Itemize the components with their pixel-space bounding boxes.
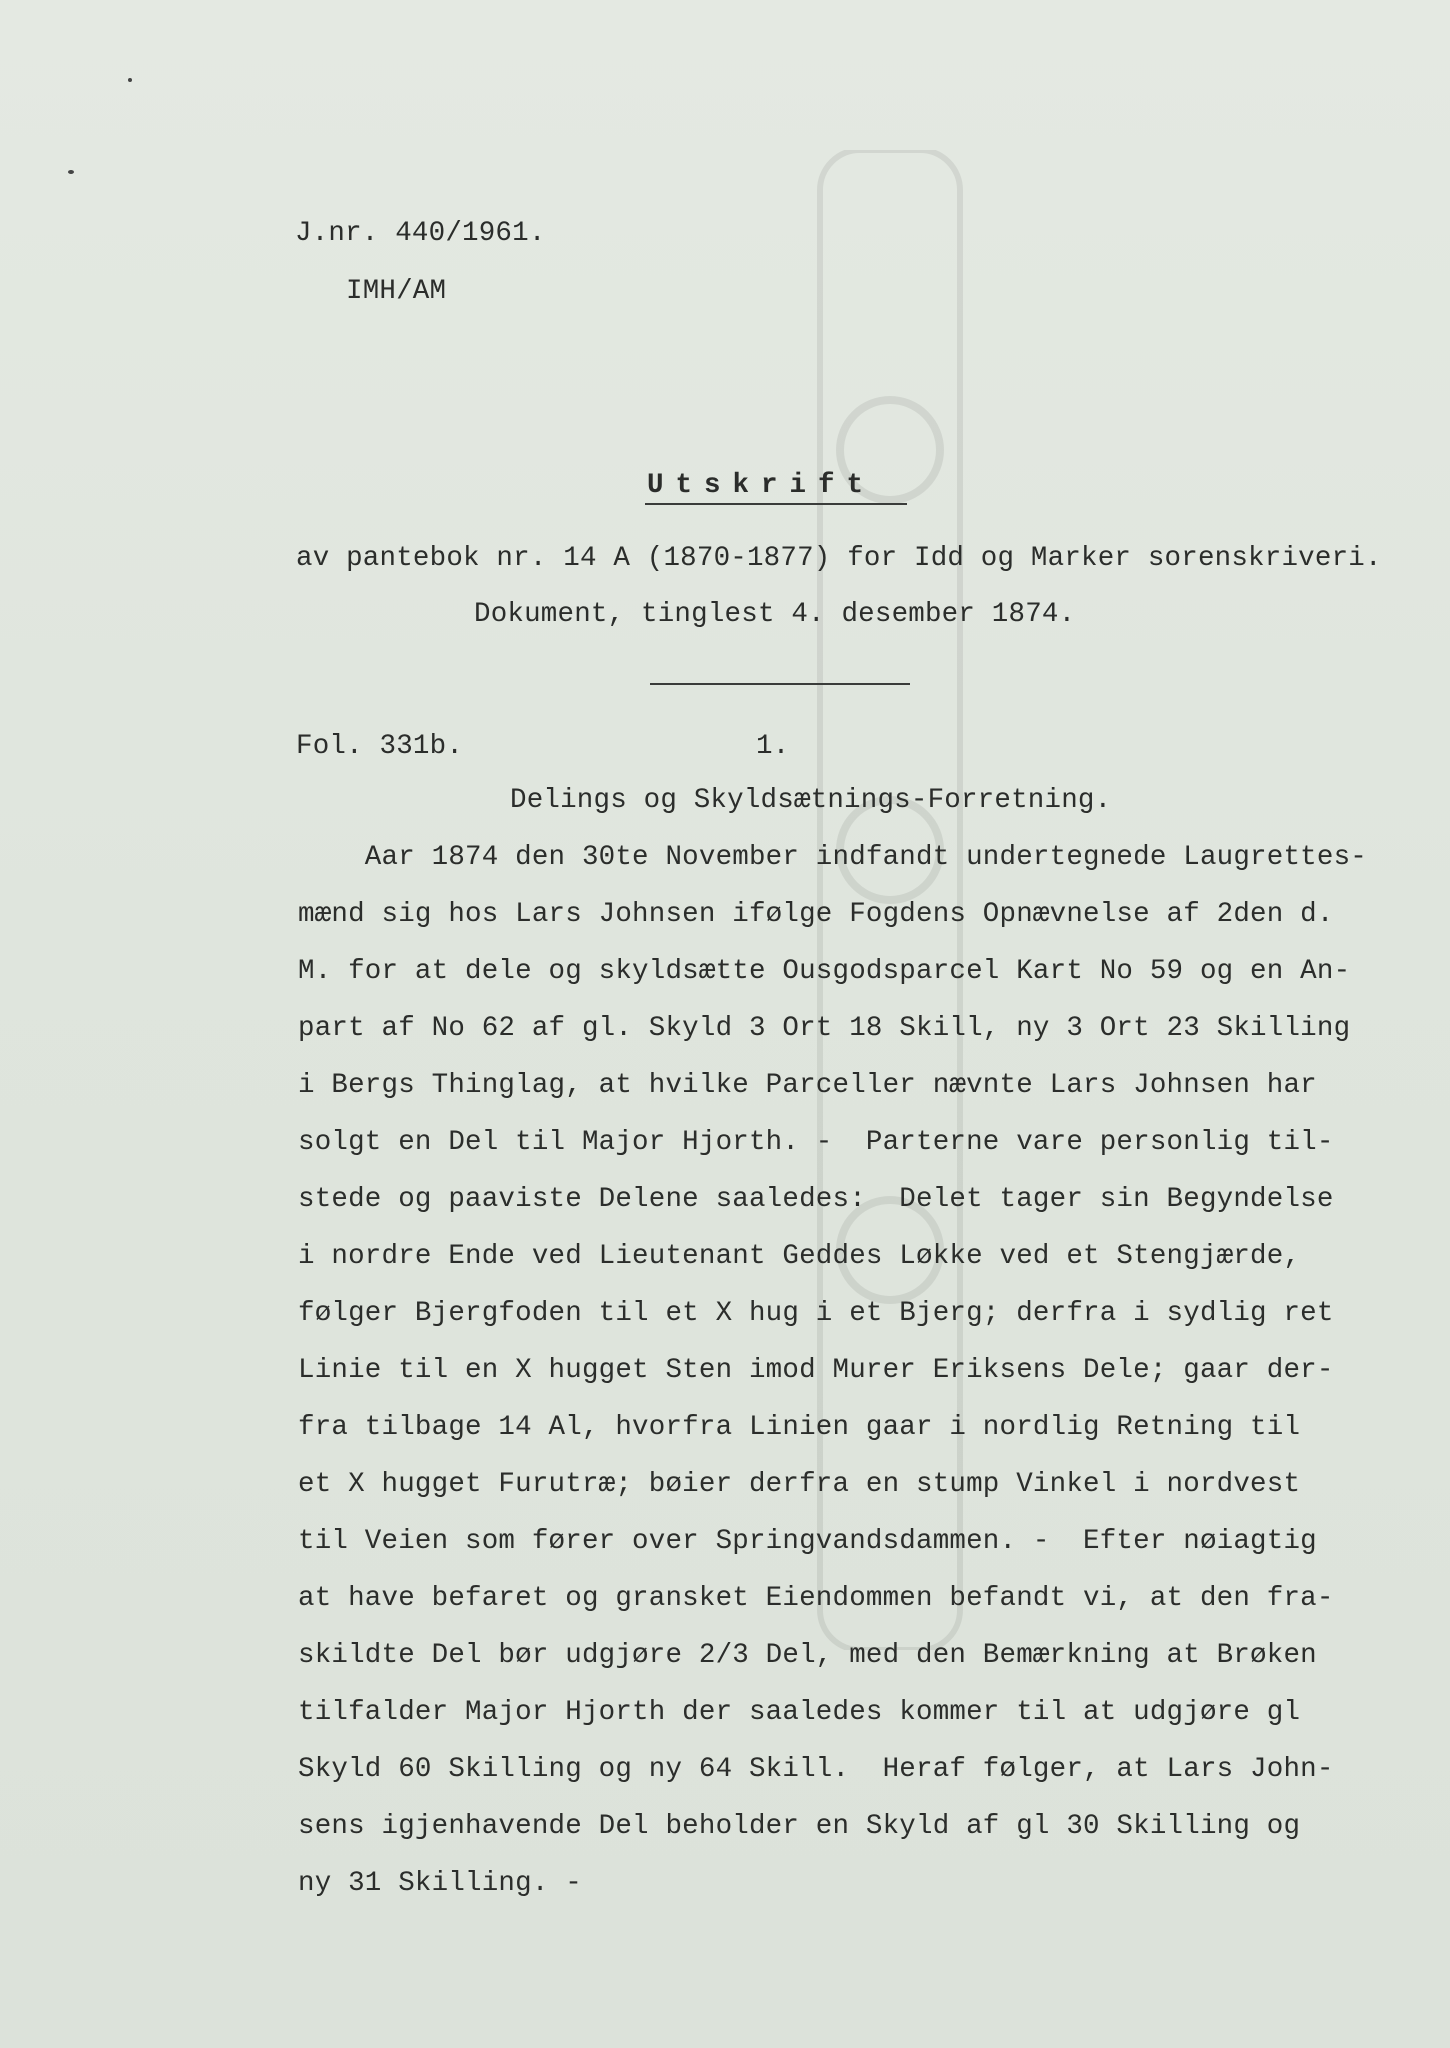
body-line: Skyld 60 Skilling og ny 64 Skill. Heraf følger, at Lars John- — [298, 1754, 1334, 1785]
body-line: skildte Del bør udgjøre 2/3 Del, med den Bemærkning at Brøken — [298, 1640, 1317, 1671]
subtitle-line-2: Dokument, tinglest 4. desember 1874. — [474, 599, 1076, 630]
title-underline — [645, 503, 907, 505]
body-line: Aar 1874 den 30te November indfandt undertegnede Laugrettes- — [298, 842, 1367, 873]
folio-reference: Fol. 331b. — [296, 731, 464, 762]
body-line: M. for at dele og skyldsætte Ousgodsparcel Kart No 59 og en An- — [298, 956, 1351, 987]
clerk-initials: IMH/AM — [346, 276, 447, 307]
body-line: part af No 62 af gl. Skyld 3 Ort 18 Skill, ny 3 Ort 23 Skilling — [298, 1013, 1351, 1044]
body-line: til Veien som fører over Springvandsdammen. - Efter nøiagtig — [298, 1526, 1317, 1557]
body-line: sens igjenhavende Del beholder en Skyld af gl 30 Skilling og — [298, 1811, 1301, 1842]
separator-rule — [650, 683, 910, 685]
paper-speck — [68, 170, 74, 174]
subtitle-line-1: av pantebok nr. 14 A (1870-1877) for Idd og Marker sorenskriveri. — [296, 543, 1382, 574]
body-line: følger Bjergfoden til et X hug i et Bjerg; derfra i sydlig ret — [298, 1298, 1334, 1329]
body-line: mænd sig hos Lars Johnsen ifølge Fogdens Opnævnelse af 2den d. — [298, 899, 1334, 930]
body-line: et X hugget Furutræ; bøier derfra en stump Vinkel i nordvest — [298, 1469, 1301, 1500]
body-line: Linie til en X hugget Sten imod Murer Eriksens Dele; gaar der- — [298, 1355, 1334, 1386]
paper-speck — [128, 78, 132, 82]
body-line: at have befaret og gransket Eiendommen befandt vi, at den fra- — [298, 1583, 1334, 1614]
journal-number: J.nr. 440/1961. — [295, 218, 546, 249]
body-line: i Bergs Thinglag, at hvilke Parceller nævnte Lars Johnsen har — [298, 1070, 1317, 1101]
section-heading: Delings og Skyldsætnings-Forretning. — [510, 785, 1112, 816]
body-line: ny 31 Skilling. - — [298, 1868, 582, 1899]
body-line: solgt en Del til Major Hjorth. - Parterne vare personlig til- — [298, 1127, 1334, 1158]
document-title: Utskrift — [647, 470, 876, 501]
body-line: tilfalder Major Hjorth der saaledes kommer til at udgjøre gl — [298, 1697, 1301, 1728]
folio-number: 1. — [756, 731, 790, 762]
body-line: fra tilbage 14 Al, hvorfra Linien gaar i nordlig Retning til — [298, 1412, 1301, 1443]
body-line: stede og paaviste Delene saaledes: Delet tager sin Begyndelse — [298, 1184, 1334, 1215]
body-line: i nordre Ende ved Lieutenant Geddes Løkke ved et Stengjærde, — [298, 1241, 1301, 1272]
